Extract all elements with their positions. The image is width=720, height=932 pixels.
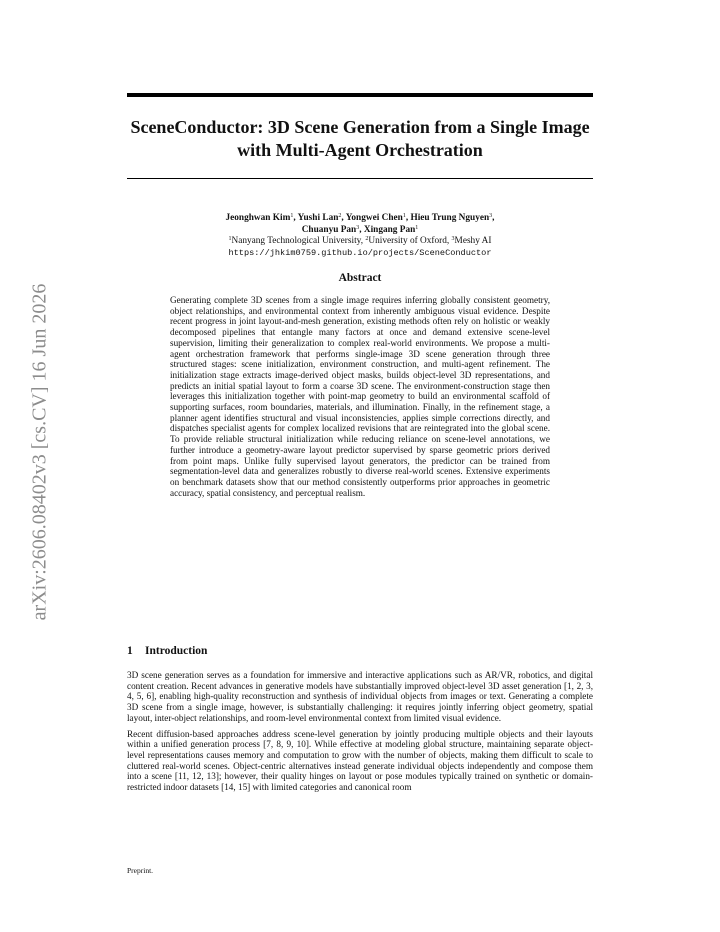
abstract-text: Generating complete 3D scenes from a single image requires inferring globally consistent geometry, object relationships, and environmental context from inherently ambiguous visual evidence. Despite recent progress in joint layout-and-mesh generation, existing methods often rely on holistic or weakly decomposed pipelines that entangle many factors at once and demand extensive scene-level supervision, limiting their generalization to complex real-world environments. We propose a multi-agent orchestration framework that performs single-image 3D scene generation through three structured stages: scene initialization, environment construction, and multi-agent refinement. The initialization stage extracts image-derived object masks, builds object-level 3D representations, and predicts an initial spatial layout to form a coarse 3D scene. The environment-construction stage then leverages this initialization together with point-map geometry to build an environmental scaffold of supporting surfaces, room boundaries, materials, and illumination. Finally, in the refinement stage, a planner agent identifies structural and visual inconsistencies, applies simple corrections directly, and dispatches specialist agents for complex localized revisions that are reintegrated into the global scene. To provide reliable structural initialization while reducing reliance on scene-level annotations, we further introduce a geometry-aware layout predictor supervised by sparse geometric priors derived from point maps. Unlike fully supervised layout generators, the predictor can be trained from segmentation-level data and generalizes robustly to diverse real-world scenes. Extensive experiments on benchmark datasets show that our method consistently outperforms prior approaches in geometric accuracy, spatial consistency, and perceptual realism.	[170, 295, 550, 498]
author: Yushi Lan$^2$,	[297, 213, 346, 223]
footer-note: Preprint.	[127, 866, 154, 875]
section-number: 1	[127, 645, 133, 657]
affiliation: $^2$University of Oxford,	[365, 236, 452, 246]
body-paragraph: 3D scene generation serves as a foundation for immersive and interactive applications such as AR/VR, robotics, and digital content creation. Recent advances in generative models have substantially improved object-level 3D asset generation [1, 2, 3, 4, 5, 6], enabling high-quality reconstruction and synthesis of individual objects from images or text. Generating a complete 3D scene from a single image, however, is substantially challenging: it requires jointly inferring object geometry, spatial layout, inter-object relationships, and room-level environmental context from limited visual evidence.	[127, 670, 593, 723]
affiliation-list	[150, 236, 570, 248]
author-block	[150, 213, 570, 259]
paper-title: SceneConductor: 3D Scene Generation from a Single Image with Multi-Agent Orchestration	[130, 117, 590, 160]
author: Hieu Trung Nguyen$^3$,	[410, 213, 495, 223]
affiliation: $^1$Nanyang Technological University,	[228, 236, 366, 246]
section-heading-introduction	[127, 644, 593, 658]
abstract-heading: Abstract	[338, 272, 382, 284]
affiliation: $^3$Meshy AI	[451, 236, 492, 246]
introduction-body	[127, 670, 593, 798]
project-url-link[interactable]: https://jhkim0759.github.io/projects/SceneConductor	[228, 247, 492, 258]
author: Xingang Pan$^1$	[363, 224, 419, 235]
section-title: Introduction	[145, 645, 208, 657]
author-list	[150, 213, 570, 236]
author: Yongwei Chen$^1$,	[345, 213, 411, 223]
body-paragraph: Recent diffusion-based approaches address scene-level generation by jointly producing multiple objects and their layouts within a unified generation process [7, 8, 9, 10]. While effective at modeling global structure, maintaining separate object-level representations causes memory and computation to grow with the number of objects, making them difficult to scale to cluttered real-world scenes. Object-centric alternatives instead generate individual objects independently and compose them into a scene [11, 12, 13]; however, their quality hinges on layout or pose modules typically trained on synthetic or domain-restricted indoor datasets [14, 15] with limited categories and canonical room	[127, 728, 593, 793]
title-rule-bottom	[127, 178, 593, 179]
title-rule-top	[127, 93, 593, 97]
arxiv-identifier-text: arXiv:2606.08402v3 [cs.CV] 16 Jun 2026	[28, 283, 51, 621]
author: Chuanyu Pan$^3$,	[301, 224, 364, 235]
author: Jeonghwan Kim$^1$,	[225, 213, 298, 223]
